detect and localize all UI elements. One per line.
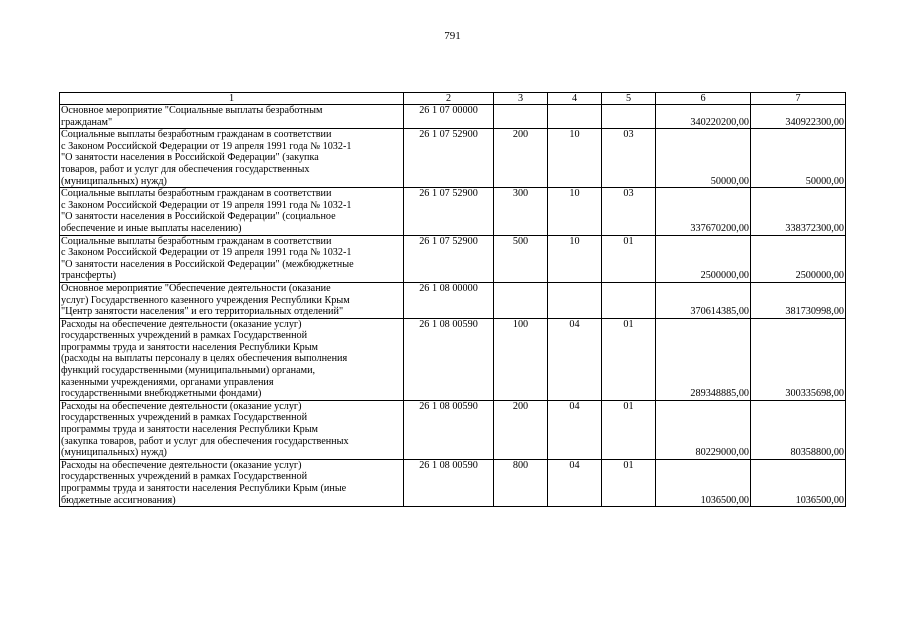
table-row [60, 129, 846, 188]
table-header-row [60, 93, 846, 105]
row-sum-2: 2500000,00 [751, 235, 846, 282]
row-code: 26 1 07 00000 [404, 105, 494, 129]
row-rz: 10 [548, 235, 602, 282]
row-pr: 01 [602, 318, 656, 400]
column-header: 7 [751, 93, 846, 105]
table-row [60, 105, 846, 129]
row-sum-1: 1036500,00 [656, 459, 751, 506]
row-sum-2: 300335698,00 [751, 318, 846, 400]
table-row [60, 459, 846, 506]
row-vr: 200 [494, 129, 548, 188]
row-rz [548, 282, 602, 318]
row-sum-2: 338372300,00 [751, 188, 846, 235]
row-sum-1: 289348885,00 [656, 318, 751, 400]
column-header: 1 [60, 93, 404, 105]
column-header: 3 [494, 93, 548, 105]
row-sum-1: 80229000,00 [656, 400, 751, 459]
row-sum-2: 340922300,00 [751, 105, 846, 129]
row-rz: 04 [548, 400, 602, 459]
row-code: 26 1 07 52900 [404, 235, 494, 282]
row-sum-1: 337670200,00 [656, 188, 751, 235]
row-code: 26 1 08 00000 [404, 282, 494, 318]
row-vr: 200 [494, 400, 548, 459]
column-header: 2 [404, 93, 494, 105]
column-header: 6 [656, 93, 751, 105]
row-vr: 100 [494, 318, 548, 400]
column-header: 4 [548, 93, 602, 105]
row-pr: 01 [602, 459, 656, 506]
row-name: Расходы на обеспечение деятельности (оказание услуг) государственных учреждений в рамках Государственной программы труда и занятости населения Республики Крым (иные бюджетные ассигнования) [60, 459, 404, 506]
table-row [60, 188, 846, 235]
budget-table [59, 92, 846, 507]
row-sum-1: 370614385,00 [656, 282, 751, 318]
row-sum-2: 50000,00 [751, 129, 846, 188]
row-name: Расходы на обеспечение деятельности (оказание услуг) государственных учреждений в рамках Государственной программы труда и занятости населения Республики Крым (закупка товаров, работ и услуг для обеспечения государственных (муниципальных) нужд) [60, 400, 404, 459]
row-name: Социальные выплаты безработным гражданам в соответствии с Законом Российской Федерации от 19 апреля 1991 года № 1032-1 "О занятости населения в Российской Федерации" (закупка товаров, работ и услуг для обеспечения государственных (муниципальных) нужд) [60, 129, 404, 188]
row-sum-2: 381730998,00 [751, 282, 846, 318]
table-row [60, 235, 846, 282]
row-sum-2: 80358800,00 [751, 400, 846, 459]
row-code: 26 1 08 00590 [404, 459, 494, 506]
row-rz: 10 [548, 188, 602, 235]
row-pr: 01 [602, 400, 656, 459]
table-row [60, 400, 846, 459]
row-code: 26 1 07 52900 [404, 188, 494, 235]
row-vr [494, 105, 548, 129]
row-sum-1: 340220200,00 [656, 105, 751, 129]
table-row [60, 282, 846, 318]
row-vr: 500 [494, 235, 548, 282]
row-vr [494, 282, 548, 318]
row-pr: 03 [602, 188, 656, 235]
row-code: 26 1 08 00590 [404, 400, 494, 459]
row-name: Социальные выплаты безработным гражданам в соответствии с Законом Российской Федерации от 19 апреля 1991 года № 1032-1 "О занятости населения в Российской Федерации" (межбюджетные трансферты) [60, 235, 404, 282]
row-rz: 04 [548, 318, 602, 400]
row-name: Основное мероприятие "Социальные выплаты безработным гражданам" [60, 105, 404, 129]
row-pr [602, 282, 656, 318]
row-pr: 01 [602, 235, 656, 282]
row-name: Социальные выплаты безработным гражданам в соответствии с Законом Российской Федерации от 19 апреля 1991 года № 1032-1 "О занятости населения в Российской Федерации" (социальное обеспечение и иные выплаты населению) [60, 188, 404, 235]
row-name: Основное мероприятие "Обеспечение деятельности (оказание услуг) Государственного казенного учреждения Республики Крым "Центр занятости населения" и его территориальных отделений" [60, 282, 404, 318]
column-header: 5 [602, 93, 656, 105]
row-rz [548, 105, 602, 129]
row-rz: 04 [548, 459, 602, 506]
row-rz: 10 [548, 129, 602, 188]
page-number: 791 [444, 30, 461, 42]
row-vr: 300 [494, 188, 548, 235]
row-sum-1: 50000,00 [656, 129, 751, 188]
row-code: 26 1 08 00590 [404, 318, 494, 400]
row-sum-1: 2500000,00 [656, 235, 751, 282]
row-code: 26 1 07 52900 [404, 129, 494, 188]
row-pr: 03 [602, 129, 656, 188]
row-vr: 800 [494, 459, 548, 506]
row-sum-2: 1036500,00 [751, 459, 846, 506]
row-pr [602, 105, 656, 129]
table-row [60, 318, 846, 400]
row-name: Расходы на обеспечение деятельности (оказание услуг) государственных учреждений в рамках Государственной программы труда и занятости населения Республики Крым (расходы на выплаты персоналу в целях обеспечения выполнения функций государственными (муниципальными) органами, казенными учреждениями, органами управления государственными внебюджетными фондами) [60, 318, 404, 400]
